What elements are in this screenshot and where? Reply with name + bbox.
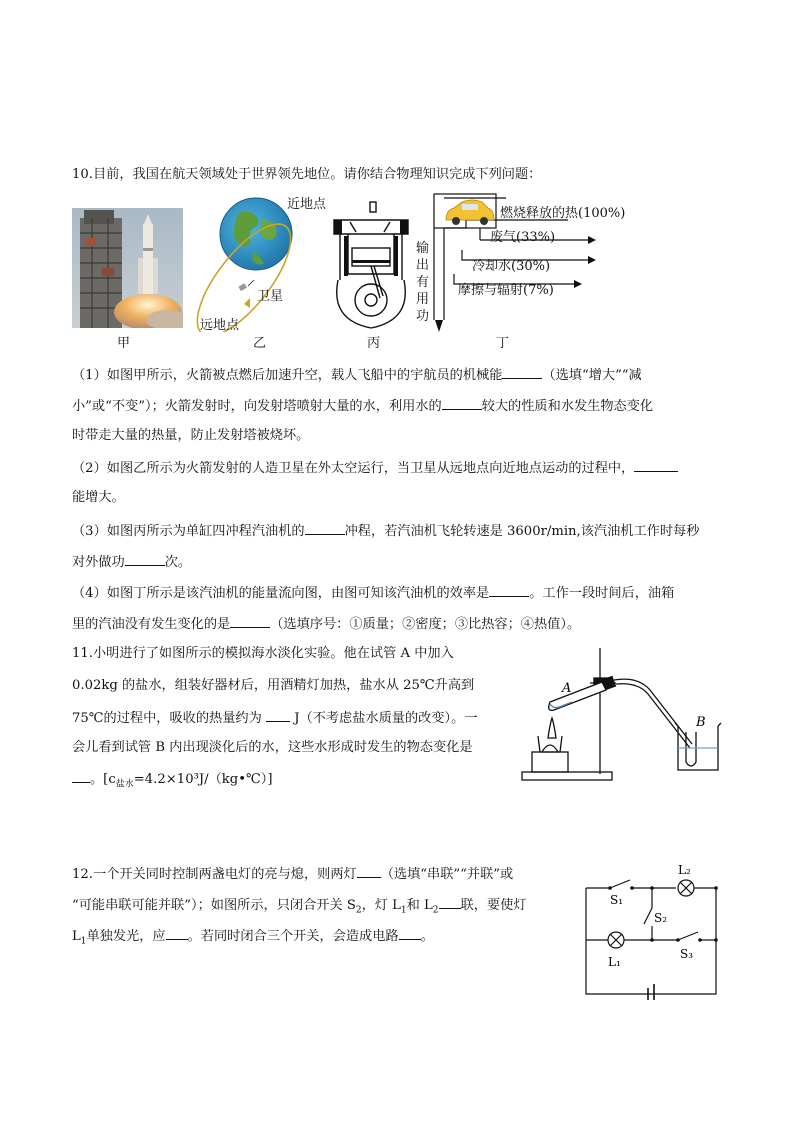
text: （3）如图丙所示为单缸四冲程汽油机的 — [72, 524, 305, 539]
answer-blank[interactable] — [489, 582, 529, 597]
engine-cross-section — [330, 200, 412, 332]
answer-blank[interactable] — [266, 707, 290, 722]
exhaust-label: 废气(33%) — [490, 230, 556, 245]
q12-line3 — [72, 925, 434, 952]
caption-jia: 甲 — [117, 336, 131, 351]
answer-blank[interactable] — [166, 925, 188, 940]
caption-yi: 乙 — [253, 336, 267, 351]
text: （2）如图乙所示为火箭发射的人造卫星在外太空运行，当卫星从远地点向近地点运动的过程中， — [72, 461, 635, 476]
answer-blank[interactable] — [439, 894, 461, 909]
satellite-orbit-diagram — [196, 192, 346, 332]
q10-p4-line2 — [72, 613, 580, 635]
text: 。若同时闭合三个开关，会造成电路 — [187, 929, 399, 944]
useful-char: 输 — [416, 241, 430, 256]
answer-blank[interactable] — [305, 520, 345, 535]
lamp-l1-label: L₁ — [608, 955, 621, 969]
desalination-apparatus — [520, 644, 730, 784]
answer-blank[interactable] — [357, 863, 381, 878]
subscript: 盐水 — [115, 779, 134, 790]
text: 小”或“不变”）；火箭发射时，向发射塔喷射大量的水，利用水的 — [72, 399, 442, 414]
text: 次。 — [164, 555, 192, 570]
q10-p3-line1 — [72, 520, 699, 542]
apogee-label: 远地点 — [200, 318, 240, 333]
text: 12.一个开关同时控制两盏电灯的亮与熄，则两灯 — [72, 867, 357, 882]
rocket-launch-photo — [72, 208, 183, 328]
text: （4）如图丁所示是该汽油机的能量流向图，由图可知该汽油机的效率是 — [72, 586, 490, 601]
perigee-label: 近地点 — [287, 197, 327, 212]
text: L — [72, 929, 81, 944]
text: 对外做功 — [72, 555, 125, 570]
caption-bing: 丙 — [367, 336, 381, 351]
q10-p2-line2: 能增大。 — [72, 490, 125, 505]
text: =4.2×10³J/（kg•℃）] — [133, 772, 273, 787]
text: 75℃的过程中，吸收的热量约为 — [72, 711, 262, 726]
q11-line3 — [72, 707, 478, 729]
text: 里的汽油没有发生变化的是 — [72, 617, 231, 632]
lamp-l2-label: L₂ — [678, 863, 691, 877]
useful-char: 有 — [416, 275, 430, 290]
subscript: 2 — [355, 905, 362, 916]
switch-s3-label: S₃ — [680, 947, 694, 961]
text: （1）如图甲所示，火箭被点燃后加速升空，载人飞船中的宇航员的机械能 — [72, 368, 503, 383]
q12-line1 — [72, 863, 513, 885]
switch-s1-label: S₁ — [610, 893, 624, 907]
q10-p1-line3: 时带走大量的热量，防止发射塔被烧坏。 — [72, 428, 310, 443]
answer-blank[interactable] — [125, 551, 165, 566]
q11-line4: 会儿看到试管 B 内出现淡化后的水，这些水形成时发生的物态变化是 — [72, 740, 473, 755]
text: 联，要使灯 — [460, 898, 527, 913]
text: （选填序号：①质量；②密度；③比热容；④热值）。 — [270, 617, 581, 632]
useful-char: 功 — [416, 309, 430, 324]
answer-blank[interactable] — [72, 768, 90, 783]
caption-ding: 丁 — [496, 336, 510, 351]
friction-label: 摩擦与辐射(7%) — [458, 283, 554, 298]
text: 冲程，若汽油机飞轮转速是 3600r/min,该汽油机工作时每秒 — [344, 524, 700, 539]
text: 。 — [420, 929, 434, 944]
q12-line2 — [72, 894, 526, 921]
answer-blank[interactable] — [634, 457, 678, 472]
text: 和 L — [406, 898, 433, 913]
text: 。工作一段时间后，油箱 — [529, 586, 675, 601]
answer-blank[interactable] — [399, 925, 421, 940]
q11-line5 — [72, 768, 273, 795]
coolant-label: 冷却水(30%) — [472, 259, 551, 274]
q10-intro: 10.目前，我国在航天领域处于世界领先地位。请你结合物理知识完成下列问题： — [72, 167, 542, 182]
q10-p2-line1 — [72, 457, 678, 479]
text: 较大的性质和水发生物态变化 — [481, 399, 654, 414]
useful-char: 出 — [416, 258, 430, 273]
text: 单独发光，应 — [86, 929, 166, 944]
text: J（不考虑盐水质量的改变）。一 — [294, 711, 478, 726]
answer-blank[interactable] — [442, 395, 482, 410]
circuit-diagram — [578, 860, 728, 1000]
text: （选填“增大”“减 — [542, 368, 642, 383]
text: （选填“串联”“并联”或 — [380, 867, 514, 882]
text: “可能串联可能并联”）；如图所示，只闭合开关 S — [72, 898, 356, 913]
useful-work-label — [416, 240, 430, 325]
useful-char: 用 — [416, 292, 430, 307]
satellite-label: 卫星 — [257, 289, 284, 304]
q11-line2: 0.02kg 的盐水，组装好器材后，用酒精灯加热，盐水从 25℃升高到 — [72, 678, 475, 693]
tube-a-label: A — [562, 681, 572, 696]
subscript: 1 — [400, 905, 407, 916]
q10-p1-line1 — [72, 364, 642, 386]
answer-blank[interactable] — [502, 364, 542, 379]
subscript: 1 — [80, 936, 87, 947]
q10-p4-line1 — [72, 582, 674, 604]
tube-b-label: B — [696, 715, 706, 730]
subscript: 2 — [432, 905, 439, 916]
q11-line1: 11.小明进行了如图所示的模拟海水淡化实验。他在试管 A 中加入 — [72, 646, 454, 661]
fuel-heat-label: 燃烧释放的热(100%) — [500, 206, 626, 221]
text: 。[c — [90, 772, 116, 787]
text: ，灯 L — [361, 898, 401, 913]
answer-blank[interactable] — [230, 613, 270, 628]
q10-p3-line2 — [72, 551, 191, 573]
q10-p1-line2 — [72, 395, 653, 417]
switch-s2-label: S₂ — [654, 911, 668, 925]
